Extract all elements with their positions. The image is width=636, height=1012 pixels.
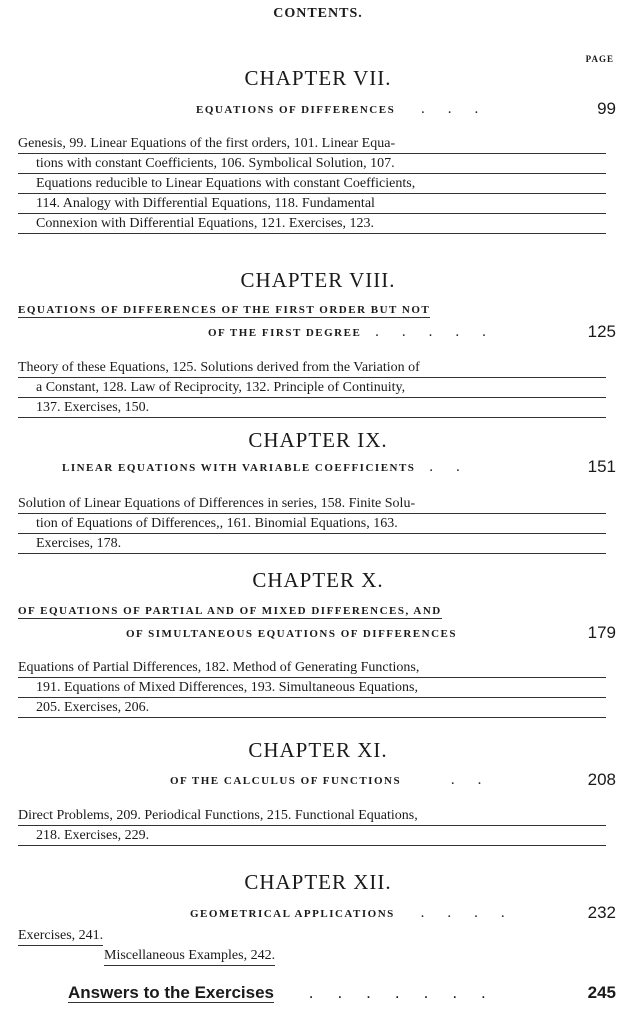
chapter-7-line-3: Equations reducible to Linear Equations with constant Coefficients, [18,174,606,194]
chapter-7-line-5: Connexion with Differential Equations, 121. Exercises, 123. [18,214,606,234]
answers-entry: Answers to the Exercises ....... [68,983,510,1002]
chapter-7-line-1: Genesis, 99. Linear Equations of the first orders, 101. Linear Equa- [18,134,606,154]
answers-label: Answers to the Exercises [68,983,274,1002]
answers-page: 245 [587,983,616,1002]
chapter-11-heading: CHAPTER XI. [248,738,388,762]
chapter-12-page: 232 [587,903,616,922]
chapter-10-subtitle-line-2: OF SIMULTANEOUS EQUATIONS OF DIFFERENCES [126,628,457,640]
chapter-8-subtitle-line-2: OF THE FIRST DEGREE ..... [208,327,510,339]
chapter-9-subtitle-text: LINEAR EQUATIONS WITH VARIABLE COEFFICIENTS [62,462,416,474]
chapter-11-subtitle: OF THE CALCULUS OF FUNCTIONS .. [170,775,505,787]
chapter-9-line-2: tion of Equations of Differences,, 161. Binomial Equations, 163. [18,514,606,534]
chapter-9-line-1: Solution of Linear Equations of Differences in series, 158. Finite Solu- [18,494,606,514]
chapter-7-subtitle-text: EQUATIONS OF DIFFERENCES [196,104,396,116]
chapter-8-subtitle-line-1: EQUATIONS OF DIFFERENCES OF THE FIRST ORDER BUT NOT [18,304,431,316]
chapter-10-heading: CHAPTER X. [252,568,384,592]
chapter-7-summary [18,134,606,234]
chapter-8-summary [18,358,606,418]
chapter-11-summary [18,806,606,846]
chapter-9-summary [18,494,606,554]
chapter-10-line-1: Equations of Partial Differences, 182. Method of Generating Functions, [18,658,606,678]
chapter-12-subtitle: GEOMETRICAL APPLICATIONS .... [190,908,529,920]
chapter-8-line-1: Theory of these Equations, 125. Solutions derived from the Variation of [18,358,606,378]
chapter-11-line-2: 218. Exercises, 229. [18,826,606,846]
chapter-8-heading: CHAPTER VIII. [240,268,396,292]
chapter-12-line-1: Exercises, 241. [18,926,103,946]
chapter-12-line-2: Miscellaneous Examples, 242. [104,946,275,966]
chapter-8-line-2: a Constant, 128. Law of Reciprocity, 132. Principle of Continuity, [18,378,606,398]
chapter-7-page: 99 [597,99,616,118]
chapter-12-summary [18,926,103,946]
chapter-10-line-2: 191. Equations of Mixed Differences, 193. Simultaneous Equations, [18,678,606,698]
chapter-9-heading: CHAPTER IX. [248,428,388,452]
chapter-9-subtitle: LINEAR EQUATIONS WITH VARIABLE COEFFICIENTS .. [62,462,484,474]
chapter-10-page: 179 [587,623,616,642]
chapter-8-page: 125 [587,322,616,341]
page-title: CONTENTS. [273,6,363,21]
chapter-8-line-3: 137. Exercises, 150. [18,398,606,418]
chapter-7-subtitle: EQUATIONS OF DIFFERENCES ... [196,104,502,116]
chapter-9-page: 151 [587,457,616,476]
chapter-11-page: 208 [587,770,616,789]
chapter-10-subtitle-line-1: OF EQUATIONS OF PARTIAL AND OF MIXED DIFFERENCES, AND [18,605,442,617]
page-column-label: PAGE [585,54,614,64]
chapter-11-subtitle-text: OF THE CALCULUS OF FUNCTIONS [170,775,402,787]
chapter-7-line-4: 114. Analogy with Differential Equations, 118. Fundamental [18,194,606,214]
chapter-9-line-3: Exercises, 178. [18,534,606,554]
chapter-7-line-2: tions with constant Coefficients, 106. Symbolical Solution, 107. [18,154,606,174]
chapter-10-line-3: 205. Exercises, 206. [18,698,606,718]
chapter-10-summary [18,658,606,718]
chapter-12-misc [104,946,275,966]
chapter-12-subtitle-text: GEOMETRICAL APPLICATIONS [190,908,395,920]
chapter-8-subtitle-text: OF THE FIRST DEGREE [208,327,362,339]
chapter-7-heading: CHAPTER VII. [244,66,392,90]
chapter-11-line-1: Direct Problems, 209. Periodical Functions, 215. Functional Equations, [18,806,606,826]
chapter-12-heading: CHAPTER XII. [244,870,392,894]
